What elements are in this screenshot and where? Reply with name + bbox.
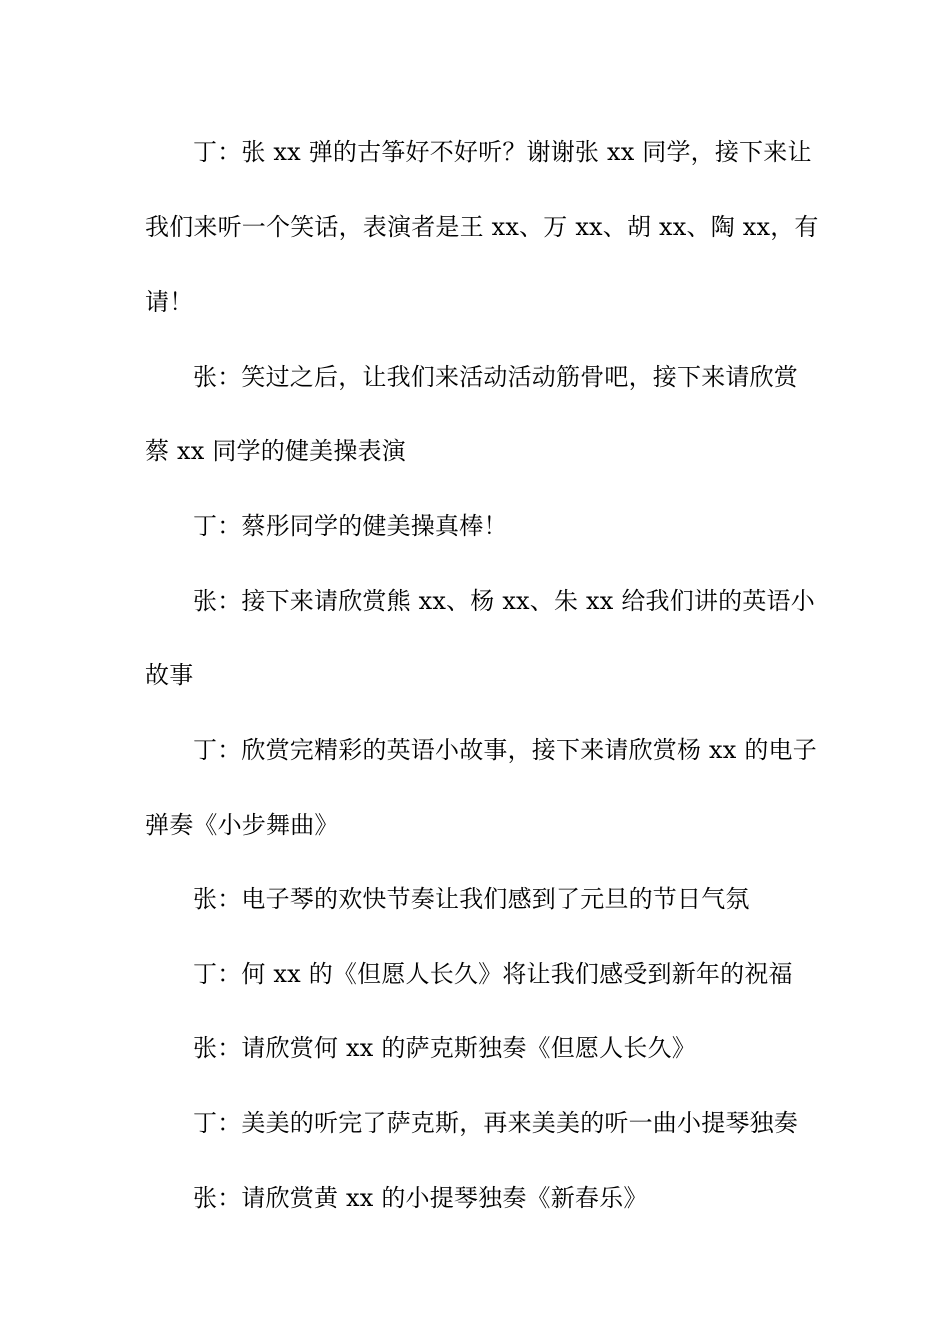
paragraph-line: 张：请欣赏黄 xx 的小提琴独奏《新春乐》 bbox=[193, 1184, 648, 1212]
paragraph-line: 张：电子琴的欢快节奏让我们感到了元旦的节日气氛 bbox=[193, 885, 750, 913]
paragraph-line: 故事 bbox=[145, 661, 194, 689]
paragraph-line: 我们来听一个笑话，表演者是王 xx、万 xx、胡 xx、陶 xx，有 bbox=[145, 213, 819, 241]
paragraph-line: 张：请欣赏何 xx 的萨克斯独奏《但愿人长久》 bbox=[193, 1034, 696, 1062]
paragraph-line: 丁：张 xx 弹的古筝好不好听？谢谢张 xx 同学，接下来让 bbox=[193, 138, 812, 166]
paragraph-line: 张：笑过之后，让我们来活动活动筋骨吧，接下来请欣赏 bbox=[193, 363, 798, 391]
paragraph-line: 蔡 xx 同学的健美操表演 bbox=[145, 437, 406, 465]
paragraph-line: 丁：欣赏完精彩的英语小故事，接下来请欣赏杨 xx 的电子 bbox=[193, 736, 817, 764]
paragraph-line: 请！ bbox=[145, 288, 194, 316]
paragraph-line: 丁：美美的听完了萨克斯，再来美美的听一曲小提琴独奏 bbox=[193, 1109, 798, 1137]
paragraph-line: 丁：何 xx 的《但愿人长久》将让我们感受到新年的祝福 bbox=[193, 960, 793, 988]
paragraph-line: 张：接下来请欣赏熊 xx、杨 xx、朱 xx 给我们讲的英语小 bbox=[193, 587, 815, 615]
paragraph-line: 丁：蔡彤同学的健美操真棒！ bbox=[193, 512, 508, 540]
paragraph-line: 弹奏《小步舞曲》 bbox=[145, 811, 339, 839]
